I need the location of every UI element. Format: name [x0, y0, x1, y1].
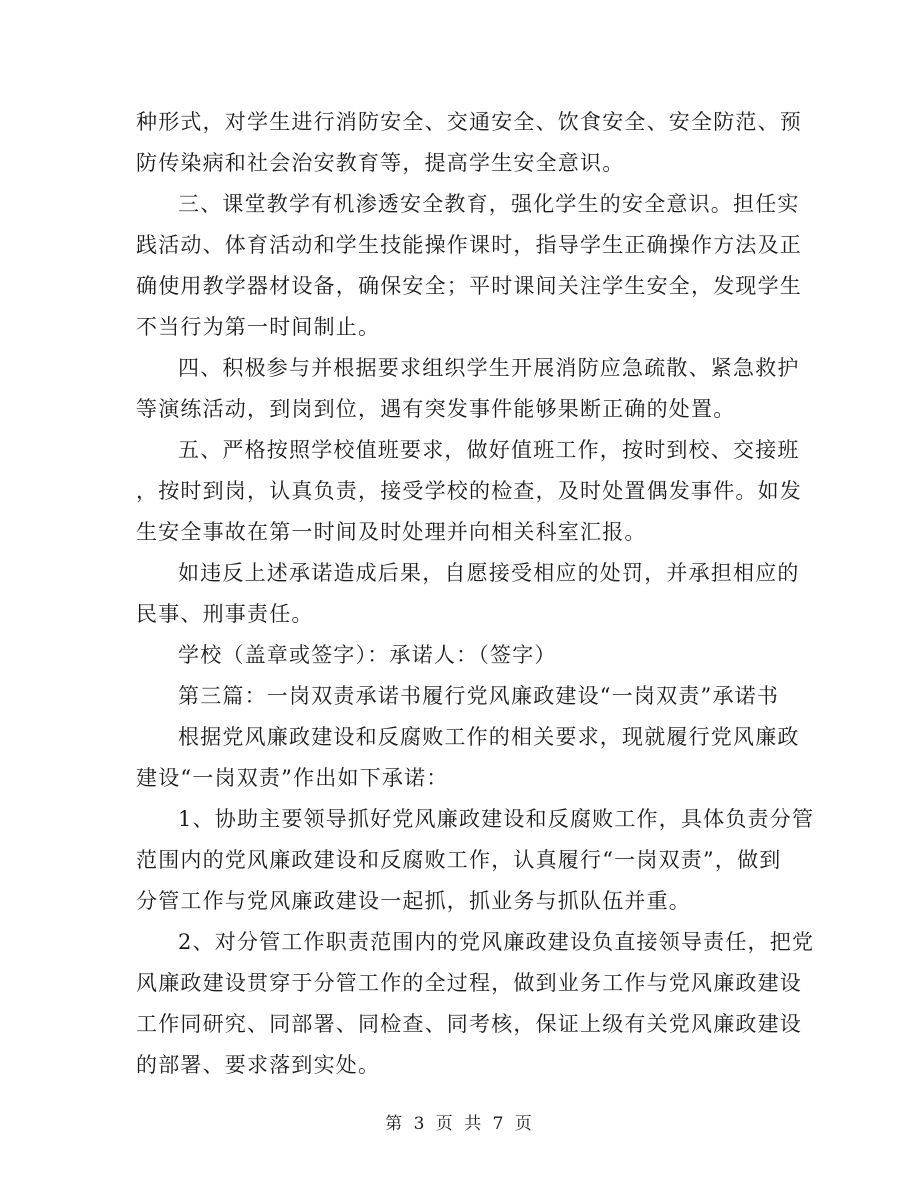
- section-heading: 第三篇：一岗双责承诺书履行党风廉政建设“一岗双责”承诺书: [178, 684, 780, 708]
- body-line: 如违反上述承诺造成后果，自愿接受相应的处罚，并承担相应的: [178, 561, 800, 585]
- body-line: 生安全事故在第一时间及时处理并向相关科室汇报。: [136, 520, 647, 544]
- body-line: 建设“一岗双责”作出如下承诺：: [136, 766, 449, 790]
- body-line: 践活动、体育活动和学生技能操作课时，指导学生正确操作方法及正: [136, 233, 802, 257]
- body-line: 工作同研究、同部署、同检查、同考核，保证上级有关党风廉政建设: [136, 1012, 802, 1036]
- body-line: 不当行为第一时间制止。: [136, 315, 381, 339]
- body-line: 分管工作与党风廉政建设一起抓，抓业务与抓队伍并重。: [136, 889, 691, 913]
- body-line: 风廉政建设贯穿于分管工作的全过程，做到业务工作与党风廉政建设: [136, 971, 802, 995]
- body-line: 五、严格按照学校值班要求，做好值班工作，按时到校、交接班: [178, 438, 800, 462]
- body-line: 民事、刑事责任。: [136, 602, 314, 626]
- body-line: 三、课堂教学有机渗透安全教育，强化学生的安全意识。担任实: [178, 192, 800, 216]
- body-line: 2、对分管工作职责范围内的党风廉政建设负直接领导责任，把党: [178, 930, 815, 954]
- body-line: 等演练活动，到岗到位，遇有突发事件能够果断正确的处置。: [136, 397, 736, 421]
- body-line: 范围内的党风廉政建设和反腐败工作，认真履行“一岗双责”，做到: [136, 848, 782, 872]
- body-line: 防传染病和社会治安教育等，提高学生安全意识。: [136, 151, 625, 175]
- body-line: 确使用教学器材设备，确保安全；平时课间关注学生安全，发现学生: [136, 274, 802, 298]
- signature-line: 学校（盖章或签字）：承诺人：（签字）: [178, 643, 557, 667]
- body-line: ，按时到岗，认真负责，接受学校的检查，及时处置偶发事件。如发: [136, 479, 802, 503]
- body-line: 1、协助主要领导抓好党风廉政建设和反腐败工作，具体负责分管: [178, 807, 815, 831]
- body-line: 种形式，对学生进行消防安全、交通安全、饮食安全、安全防范、预: [136, 110, 802, 134]
- page-number-footer: 第 3 页 共 7 页: [385, 1114, 535, 1134]
- body-line: 根据党风廉政建设和反腐败工作的相关要求，现就履行党风廉政: [178, 725, 800, 749]
- body-line: 四、积极参与并根据要求组织学生开展消防应急疏散、紧急救护: [178, 356, 800, 380]
- body-line: 的部署、要求落到实处。: [136, 1053, 381, 1077]
